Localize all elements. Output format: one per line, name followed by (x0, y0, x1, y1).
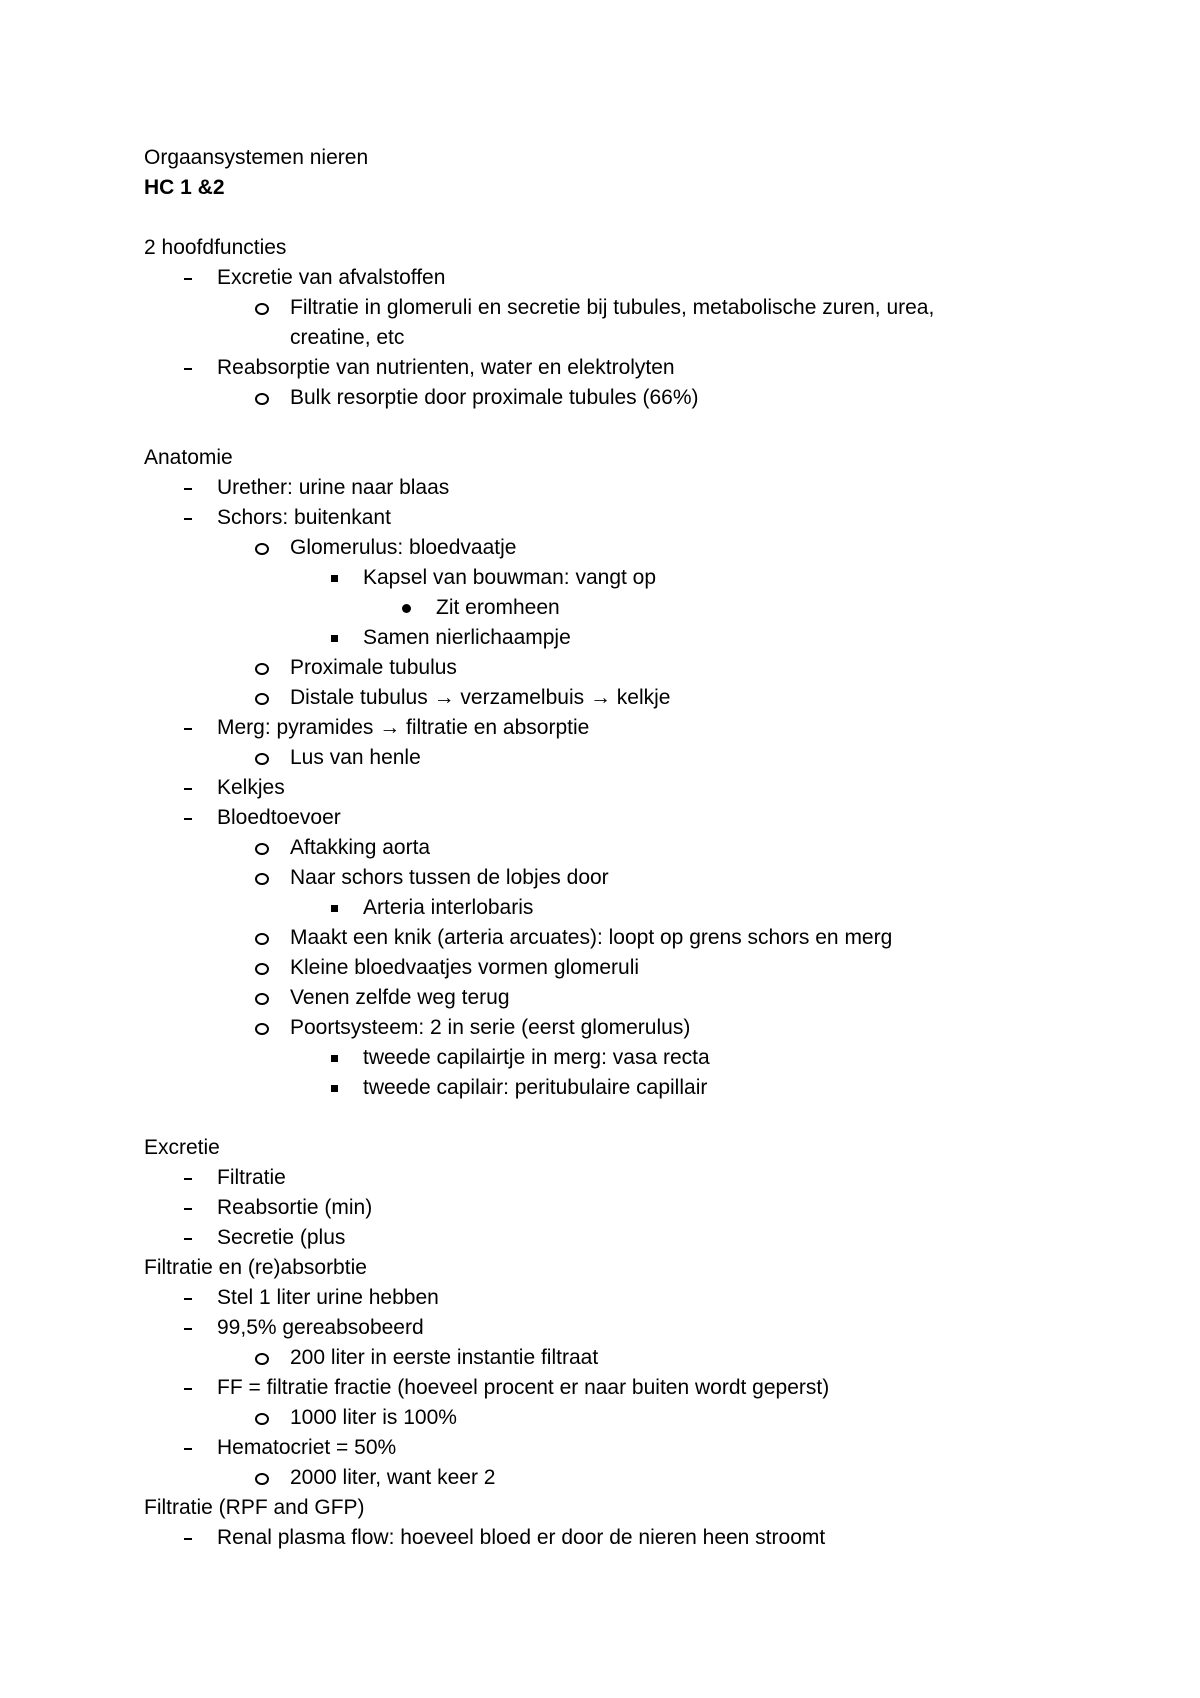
list-item (144, 353, 1104, 383)
notes-list (144, 233, 1104, 1553)
dash-bullet-icon-glyph (184, 278, 192, 280)
list-item (144, 1163, 1104, 1193)
list-item-text: 1000 liter is 100% (290, 1406, 457, 1429)
list-item-text: 2 hoofdfuncties (144, 236, 287, 259)
circle-bullet-icon-glyph (255, 753, 269, 765)
list-item-text: Anatomie (144, 446, 233, 469)
circle-bullet-icon-glyph (255, 1413, 269, 1425)
list-item-text: creatine, etc (290, 326, 405, 349)
list-item (144, 293, 1104, 323)
section-heading (144, 1133, 1104, 1163)
list-item-text: Kapsel van bouwman: vangt op (363, 566, 657, 589)
list-item (144, 1313, 1104, 1343)
square-bullet-icon-glyph (331, 1085, 338, 1092)
list-item-text: Zit eromheen (436, 596, 560, 619)
circle-bullet-icon-glyph (255, 993, 269, 1005)
list-item-text: Distale tubulus → verzamelbuis → kelkje (290, 686, 671, 709)
dash-bullet-icon-glyph (184, 788, 192, 790)
list-item-text: Samen nierlichaampje (363, 626, 571, 649)
dash-bullet-icon-glyph (184, 1298, 192, 1300)
list-item-text: Glomerulus: bloedvaatje (290, 536, 517, 559)
dash-bullet-icon-glyph (184, 728, 192, 730)
list-item-text: Hematocriet = 50% (217, 1436, 397, 1459)
list-item (144, 1433, 1104, 1463)
list-item-text: Aftakking aorta (290, 836, 431, 859)
list-item (144, 833, 1104, 863)
list-item-text: Filtratie (217, 1166, 286, 1189)
square-bullet-icon-glyph (331, 635, 338, 642)
square-bullet-icon-glyph (331, 1055, 338, 1062)
list-item (144, 1073, 1104, 1103)
list-item-text: tweede capilair: peritubulaire capillair (363, 1076, 708, 1099)
section-heading (144, 1493, 1104, 1523)
list-item-text: FF = filtratie fractie (hoeveel procent er naar buiten wordt geperst) (217, 1376, 830, 1399)
list-item-text: Filtratie en (re)absorbtie (144, 1256, 367, 1279)
list-item (144, 1043, 1104, 1073)
list-item-text: tweede capilairtje in merg: vasa recta (363, 1046, 710, 1069)
dash-bullet-icon-glyph (184, 488, 192, 490)
section-heading (144, 233, 1104, 263)
list-item (144, 1373, 1104, 1403)
dash-bullet-icon-glyph (184, 818, 192, 820)
circle-bullet-icon-glyph (255, 663, 269, 675)
list-item-text: Renal plasma flow: hoeveel bloed er door de nieren heen stroomt (217, 1526, 826, 1549)
list-item-text: Schors: buitenkant (217, 506, 391, 529)
square-bullet-icon-glyph (331, 575, 338, 582)
list-item (144, 1013, 1104, 1043)
list-item-text: Filtratie in glomeruli en secretie bij tubules, metabolische zuren, urea, (290, 296, 935, 319)
dash-bullet-icon-glyph (184, 1238, 192, 1240)
list-item (144, 1343, 1104, 1373)
list-item (144, 1463, 1104, 1493)
blank-line (144, 413, 1104, 443)
list-item-text: Poortsysteem: 2 in serie (eerst glomerulus) (290, 1016, 691, 1039)
list-item (144, 953, 1104, 983)
list-item (144, 473, 1104, 503)
list-item-text: Arteria interlobaris (363, 896, 534, 919)
list-item (144, 383, 1104, 413)
circle-bullet-icon-glyph (255, 393, 269, 405)
dash-bullet-icon-glyph (184, 1328, 192, 1330)
list-item (144, 503, 1104, 533)
list-item (144, 653, 1104, 683)
circle-bullet-icon-glyph (255, 693, 269, 705)
list-item-text: 200 liter in eerste instantie filtraat (290, 1346, 599, 1369)
list-item (144, 1223, 1104, 1253)
list-item (144, 263, 1104, 293)
list-item (144, 803, 1104, 833)
list-item (144, 743, 1104, 773)
list-item (144, 563, 1104, 593)
list-item (144, 1283, 1104, 1313)
list-item-text: Kleine bloedvaatjes vormen glomeruli (290, 956, 640, 979)
dash-bullet-icon-glyph (184, 1208, 192, 1210)
list-item (144, 533, 1104, 563)
circle-bullet-icon-glyph (255, 1473, 269, 1485)
list-item (144, 593, 1104, 623)
circle-bullet-icon-glyph (255, 303, 269, 315)
list-item-text: Excretie (144, 1136, 220, 1159)
list-item (144, 1523, 1104, 1553)
document-subtitle (144, 173, 1104, 203)
list-item-continuation (144, 323, 1104, 353)
list-item-text: Reabsorptie van nutrienten, water en elektrolyten (217, 356, 675, 379)
circle-bullet-icon-glyph (255, 873, 269, 885)
document-subtitle-text: HC 1 &2 (144, 176, 225, 199)
list-item-text: Stel 1 liter urine hebben (217, 1286, 439, 1309)
dash-bullet-icon-glyph (184, 1538, 192, 1540)
list-item (144, 893, 1104, 923)
dash-bullet-icon-glyph (184, 368, 192, 370)
list-item (144, 923, 1104, 953)
list-item-text: Kelkjes (217, 776, 285, 799)
section-heading (144, 1253, 1104, 1283)
list-item-text: Proximale tubulus (290, 656, 457, 679)
list-item (144, 773, 1104, 803)
dot-bullet-icon-glyph (402, 604, 411, 613)
list-item-text: Maakt een knik (arteria arcuates): loopt op grens schors en merg (290, 926, 893, 949)
list-item-text: Lus van henle (290, 746, 421, 769)
dash-bullet-icon-glyph (184, 1388, 192, 1390)
list-item-text: Merg: pyramides → filtratie en absorptie (217, 716, 590, 739)
blank-line (144, 203, 1104, 233)
list-item (144, 683, 1104, 713)
list-item-text: Secretie (plus (217, 1226, 346, 1249)
circle-bullet-icon-glyph (255, 933, 269, 945)
circle-bullet-icon-glyph (255, 543, 269, 555)
list-item (144, 713, 1104, 743)
list-item-text: Venen zelfde weg terug (290, 986, 510, 1009)
list-item-text: Excretie van afvalstoffen (217, 266, 446, 289)
circle-bullet-icon-glyph (255, 1353, 269, 1365)
square-bullet-icon-glyph (331, 905, 338, 912)
list-item-text: 2000 liter, want keer 2 (290, 1466, 496, 1489)
list-item-text: Urether: urine naar blaas (217, 476, 450, 499)
list-item (144, 623, 1104, 653)
circle-bullet-icon-glyph (255, 1023, 269, 1035)
list-item-text: Naar schors tussen de lobjes door (290, 866, 609, 889)
list-item-text: Filtratie (RPF and GFP) (144, 1496, 365, 1519)
circle-bullet-icon-glyph (255, 963, 269, 975)
list-item (144, 983, 1104, 1013)
document-title-text: Orgaansystemen nieren (144, 146, 369, 169)
dash-bullet-icon-glyph (184, 518, 192, 520)
list-item (144, 1403, 1104, 1433)
section-heading (144, 443, 1104, 473)
dash-bullet-icon-glyph (184, 1178, 192, 1180)
list-item-text: Bloedtoevoer (217, 806, 341, 829)
document-content (144, 143, 1104, 1553)
list-item-text: Bulk resorptie door proximale tubules (66%) (290, 386, 699, 409)
blank-line (144, 1103, 1104, 1133)
list-item-text: Reabsortie (min) (217, 1196, 373, 1219)
document-title (144, 143, 1104, 173)
list-item (144, 863, 1104, 893)
list-item-text: 99,5% gereabsobeerd (217, 1316, 424, 1339)
dash-bullet-icon-glyph (184, 1448, 192, 1450)
circle-bullet-icon-glyph (255, 843, 269, 855)
list-item (144, 1193, 1104, 1223)
